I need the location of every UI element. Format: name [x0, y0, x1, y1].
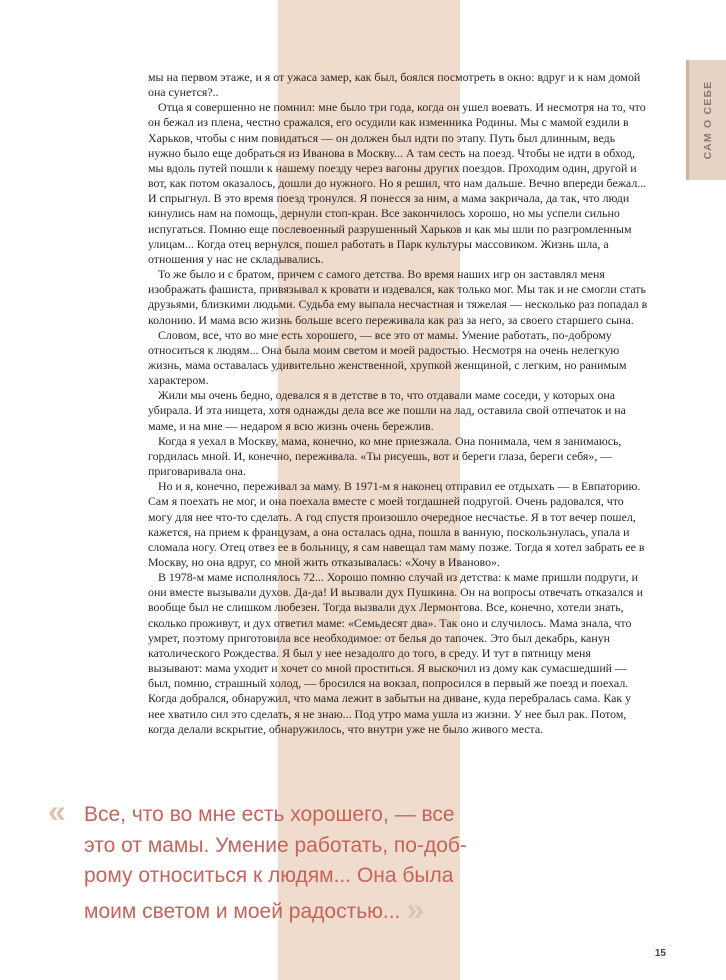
paragraph: Когда я уехал в Москву, мама, конечно, ко мне приезжала. Она понимала, чем я занимаюсь, гордилась мной. И, конечно, переживала. «Ты рисуешь, вот и береги глаза, береги себя», — приговаривала она. — [148, 433, 622, 479]
paragraph: Отца я совершенно не помнил: мне было три года, когда он ушел воевать. И несмотря на то, что он бежал из плена, честно сражался, его осудили как изменника Родины. Мы с мамой ездили в Харьков, чтобы с ним повидаться — он должен был идти по этапу. Путь был длинным, ведь нужно было еще добраться из Иванова в Москву... А там сесть на поезд. Чтобы не идти в обход, мы вдоль путей пошли к нашему поезду через вагоны других поездов. Проходим один, другой и вот, как потом оказалось, дошли до нужного. Но я решил, что нам дальше. Вечно впереди бежал... И спрыгнул. В это время поезд тронулся. Я понесся за ним, а мама закричала, да так, что люди кинулись нам на помощь, дернули стоп-кран. Все закончилось хорошо, но мы успели сильно испугаться. Помню еще послевоенный разрушенный Харьков и как мы шли по разгромленным улицам... Когда отец вернулся, пошел работать в Парк культуры массовиком. Жизнь шла, а отношения у нас не складывались. — [148, 100, 647, 266]
paragraph: Словом, все, что во мне есть хорошего, — все это от мамы. Умение работать, по-доброму относиться к людям... Она была моим светом и моей радостью. Несмотря на очень нелегкую жизнь, мама оставалась удивительно женственной, хрупкой женщиной, с легким, но ранимым характером. — [148, 327, 627, 388]
article-body — [148, 70, 648, 737]
pull-quote-line: Все, что во мне есть хорошего, — все — [84, 803, 455, 826]
pull-quote — [48, 793, 568, 927]
section-tab-label: САМ О СЕБЕ — [701, 80, 714, 160]
page-number: 15 — [654, 948, 666, 959]
section-tab — [686, 60, 726, 180]
paragraph: Жили мы очень бедно, одевался я в детстве в то, что отдавали маме соседи, у которых она убирала. И эта нищета, хотя однажды дела все же пошли на лад, оставила свой отпечаток и на маме, и на мне — недаром я всю жизнь очень бережлив. — [148, 388, 626, 433]
paragraph: В 1978-м маме исполнялось 72... Хорошо помню случай из детства: к маме пришли подруги, и они вместе вызывали духов. Да-да! И вызвали дух Пушкина. Он на вопросы отвечать отказался и вообще был не слишком любезен. Тогда вызвали дух Лермонтова. Все, конечно, хотели знать, сколько проживут, и дух ответил маме: «Семьдесят два». Так оно и случилось. Мама знала, что умрет, поэтому приготовила все необходимое: от белья до тапочек. Это был декабрь, канун католического Рождества. Я был у нее незадолго до того, в среду. И тут в пятницу меня вызывают: мама уходит и хочет со мной проститься. Я выскочил из дому как сумасшедший — был, помню, страшный холод, — бросился на вокзал, попросился в первый же поезд и поехал. Когда добрался, обнаружил, что мама лежит в забытьи на диване, куда перебралась сама. Как у нее хватило сил это сделать, я не знаю... Под утро мама ушла из жизни. У нее был рак. Потом, когда делали вскрытие, обнаружилось, что внутри уже не было живого места. — [148, 570, 643, 736]
quote-open-mark: « — [48, 793, 66, 829]
pull-quote-line: рому относиться к людям... Она была — [84, 864, 454, 887]
paragraph: Но и я, конечно, переживал за маму. В 1971-м я наконец отправил ее отдыхать — в Евпаторию. Сам я поехать не мог, и она поехала вместе с моей тогдашней подругой. Очень радовался, что могу для нее что-то сделать. А год спустя произошло очередное несчастье. Я в тот вечер пошел, кажется, на прием к французам, а она осталась одна, пошла в ванную, поскользнулась, упала и сломала ногу. Отец отвез ее в больницу, я сам навещал там маму позже. Тогда я хотел забрать ее в Москву, но она вдруг, со мной жить отказывалась: «Хочу в Иваново». — [148, 479, 645, 569]
pull-quote-line: моим светом и моей радостью... — [84, 899, 401, 923]
paragraph: мы на первом этаже, и я от ужаса замер, как был, боялся посмотреть в окно: вдруг и к нам домой она сунется?.. — [148, 70, 641, 100]
paragraph: То же было и с братом, причем с самого детства. Во время наших игр он заставлял меня изображать фашиста, привязывал к кровати и издевался, как только мог. Мы так и не смогли стать друзьями, близкими людьми. Судьба ему выпала несчастная и тяжелая — несколько раз попадал в колонию. И мама всю жизнь больше всего переживала как раз за него, за своего старшего сына. — [148, 267, 648, 327]
pull-quote-last-line — [48, 892, 568, 928]
quote-close-mark: » — [406, 890, 425, 927]
pull-quote-line: это от мамы. Умение работать, по-доб- — [84, 833, 467, 857]
